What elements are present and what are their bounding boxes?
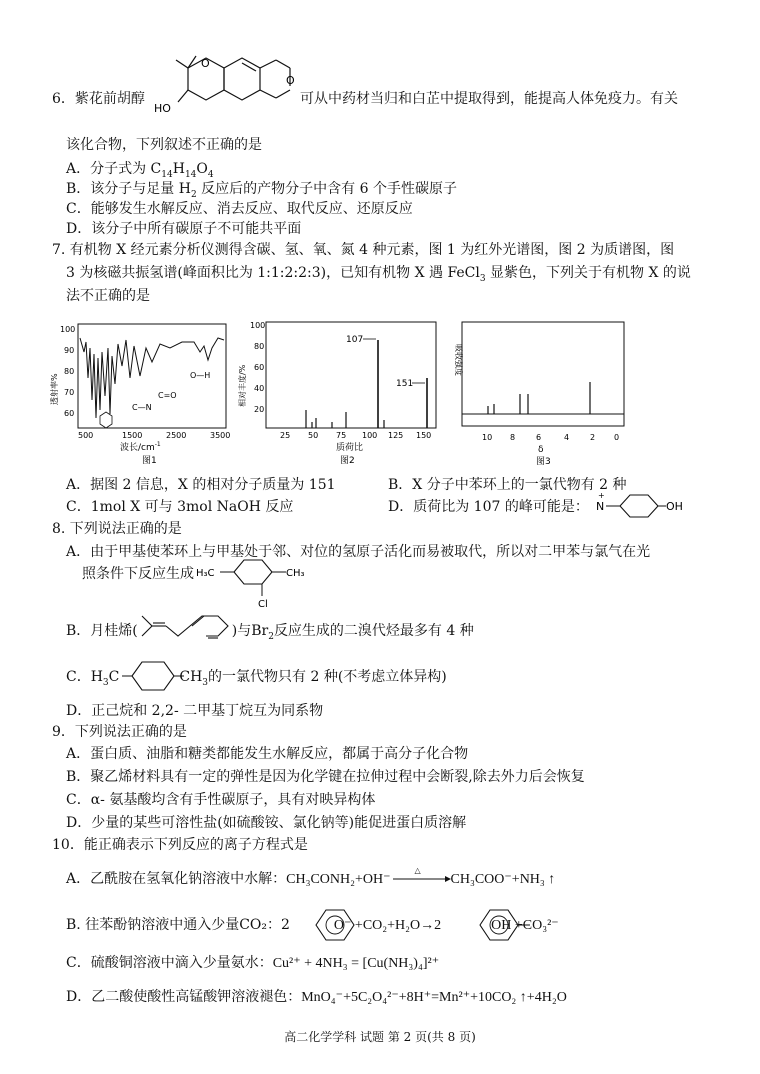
q7-line3: 法不正确的是	[66, 288, 150, 304]
svg-text:60: 60	[254, 363, 265, 372]
q7-option-b: B．X 分子中苯环上的一氯代物有 2 种	[388, 477, 627, 493]
svg-text:O—H: O—H	[190, 371, 211, 380]
q9-option-a: A．蛋白质、油脂和糖类都能发生水解反应，都属于高分子化合物	[66, 746, 469, 762]
svg-text:+: +	[598, 491, 605, 500]
myrcene-structure	[138, 612, 234, 642]
svg-text:波长/cm-1: 波长$/cm^{-1}$	[120, 441, 161, 453]
chloroxylene-structure	[196, 552, 346, 612]
svg-text:CH₃: CH₃	[286, 568, 305, 579]
q9-stem: 9．下列说法正确的是	[52, 724, 187, 740]
q8-option-d: D．正己烷和 2,2- 二甲基丁烷互为同系物	[66, 703, 324, 719]
q6-option-d: D．该分子中所有碳原子不可能共平面	[66, 221, 302, 237]
q8-option-c: C．$H_3C$ $CH_3$的一氯代物只有 2 种(不考虑立体异构)	[66, 669, 447, 688]
q6-option-c: C．能够发生水解反应、消去反应、取代反应、还原反应	[66, 201, 413, 217]
q8-option-a-line1: A．由于甲基使苯环上与甲基处于邻、对位的氢原子活化而易被取代，所以对二甲苯与氯气在光	[66, 544, 651, 560]
q9-option-c: C．α- 氨基酸均含有手性碳原子，具有对映异构体	[66, 792, 376, 808]
q9-option-d: D．少量的某些可溶性盐(如硫酸铵、氯化钠等)能促进蛋白质溶解	[66, 815, 467, 831]
svg-text:107: 107	[346, 335, 364, 345]
benzene-icon	[100, 412, 112, 428]
svg-text:20: 20	[254, 405, 265, 414]
q7-option-a: A．据图 2 信息，X 的相对分子质量为 151	[66, 477, 336, 493]
svg-text:100: 100	[362, 431, 378, 440]
svg-text:125: 125	[388, 431, 404, 440]
svg-text:3500: 3500	[210, 431, 231, 440]
q10-option-d: D．乙二酸使酸性高锰酸钾溶液褪色：MnO₄⁻+5C₂O₄²⁻+8H⁺=Mn²⁺+10CO₂ ↑+4H₂O	[66, 989, 567, 1005]
svg-text:80: 80	[64, 367, 75, 376]
svg-text:100: 100	[250, 321, 266, 330]
svg-text:70: 70	[64, 388, 75, 397]
q10-option-b: B. 往苯酚钠溶液中通入少量CO₂：2 O⁻ +CO₂+H₂O→2 OH +CO₃²⁻	[66, 917, 559, 933]
q7-option-c: C．1mol X 可与 3mol NaOH 反应	[66, 499, 294, 515]
svg-text:质荷比: 质荷比	[336, 443, 364, 453]
page-footer: 高二化学学科 试题 第 2 页(共 8 页)	[284, 1030, 476, 1044]
svg-text:相对丰度/%: 相对丰度/%	[238, 364, 247, 407]
svg-text:80: 80	[254, 342, 265, 351]
coumarin-structure	[150, 52, 295, 120]
mass-spectrum-figure2	[236, 318, 446, 466]
svg-text:75: 75	[336, 431, 347, 440]
q10-option-c: C．硫酸铜溶液中滴入少量氨水：Cu²⁺ + 4NH₃ = [Cu(NH₃)₄]²⁺	[66, 955, 440, 971]
q10-option-a: A．乙酰胺在氢氧化钠溶液中水解：CH₃CONH₂+OH⁻ △ CH₃COO⁻+NH₃ ↑	[66, 866, 556, 887]
svg-text:Cl: Cl	[258, 599, 268, 610]
q8-option-b: B．月桂烯( )与$Br_2$反应生成的二溴代烃最多有 4 种	[66, 623, 474, 642]
svg-text:图3: 图3	[536, 457, 551, 467]
q6-stem-cont: 该化合物，下列叙述不正确的是	[66, 137, 262, 153]
dimethylcyclohexane-structure	[122, 656, 186, 696]
svg-text:6: 6	[536, 433, 542, 442]
q9-option-b: B．聚乙烯材料具有一定的弹性是因为化学键在拉伸过程中会断裂,除去外力后会恢复	[66, 769, 585, 785]
svg-text:4: 4	[564, 433, 570, 442]
svg-text:90: 90	[64, 346, 75, 355]
aminophenol-structure	[594, 486, 694, 522]
svg-text:150: 150	[416, 431, 432, 440]
phenoxide-benzene-ring	[312, 906, 358, 944]
svg-text:10: 10	[482, 433, 493, 442]
svg-text:60: 60	[64, 409, 75, 418]
svg-text:100: 100	[60, 325, 76, 334]
q6-stem: 可从中药材当归和白芷中提取得到，能提高人体免疫力。有关	[300, 91, 678, 107]
svg-text:8: 8	[510, 433, 516, 442]
svg-text:2500: 2500	[166, 431, 187, 440]
q6-option-b: B．该分子与足量 $H_2$ 反应后的产物分子中含有 6 个手性碳原子	[66, 181, 457, 200]
svg-text:C—N: C—N	[132, 403, 152, 412]
svg-text:HO: HO	[154, 102, 171, 115]
svg-text:2: 2	[590, 433, 596, 442]
q8-option-a-line2: 照条件下反应生成	[82, 566, 194, 582]
q10-stem: 10．能正确表示下列反应的离子方程式是	[52, 837, 308, 853]
svg-text:50: 50	[308, 431, 319, 440]
svg-text:H₃C: H₃C	[196, 568, 215, 579]
svg-text:图2: 图2	[340, 456, 355, 466]
ir-spectrum-figure1	[48, 318, 238, 466]
q7-line2: 3 为核磁共振氢谱(峰面积比为 1:1:2:2:3)，已知有机物 X 遇 FeCl$_3$ 显紫色，下列关于有机物 X 的说	[66, 265, 691, 284]
svg-text:N: N	[596, 500, 605, 513]
svg-text:图1: 图1	[142, 456, 157, 466]
svg-text:151: 151	[396, 379, 414, 389]
svg-text:500: 500	[78, 431, 94, 440]
svg-text:OH: OH	[666, 500, 683, 513]
q7-line1: 7. 有机物 X 经元素分析仪测得含碳、氢、氧、氮 4 种元素，图 1 为红外光谱图，图 2 为质谱图，图	[52, 242, 675, 258]
phenol-benzene-ring	[476, 906, 532, 944]
q6-option-a: A．分子式为 $C_{14}H_{14}O_4$	[66, 161, 214, 180]
svg-text:1500: 1500	[122, 431, 143, 440]
svg-text:O: O	[286, 74, 295, 87]
svg-text:透射率%: 透射率%	[50, 373, 59, 405]
q7-option-d: D．质荷比为 107 的峰可能是：	[388, 499, 589, 515]
svg-text:40: 40	[254, 384, 265, 393]
svg-text:δ: δ	[538, 445, 544, 455]
svg-text:C=O: C=O	[158, 391, 177, 400]
q8-stem: 8. 下列说法正确的是	[52, 521, 182, 537]
svg-text:吸收强度: 吸收强度	[454, 344, 463, 376]
svg-text:O: O	[201, 57, 210, 70]
nmr-spectrum-figure3	[456, 318, 636, 468]
svg-text:0: 0	[614, 433, 620, 442]
svg-text:25: 25	[280, 431, 291, 440]
q6-line1: 6．紫花前胡醇	[52, 91, 145, 107]
